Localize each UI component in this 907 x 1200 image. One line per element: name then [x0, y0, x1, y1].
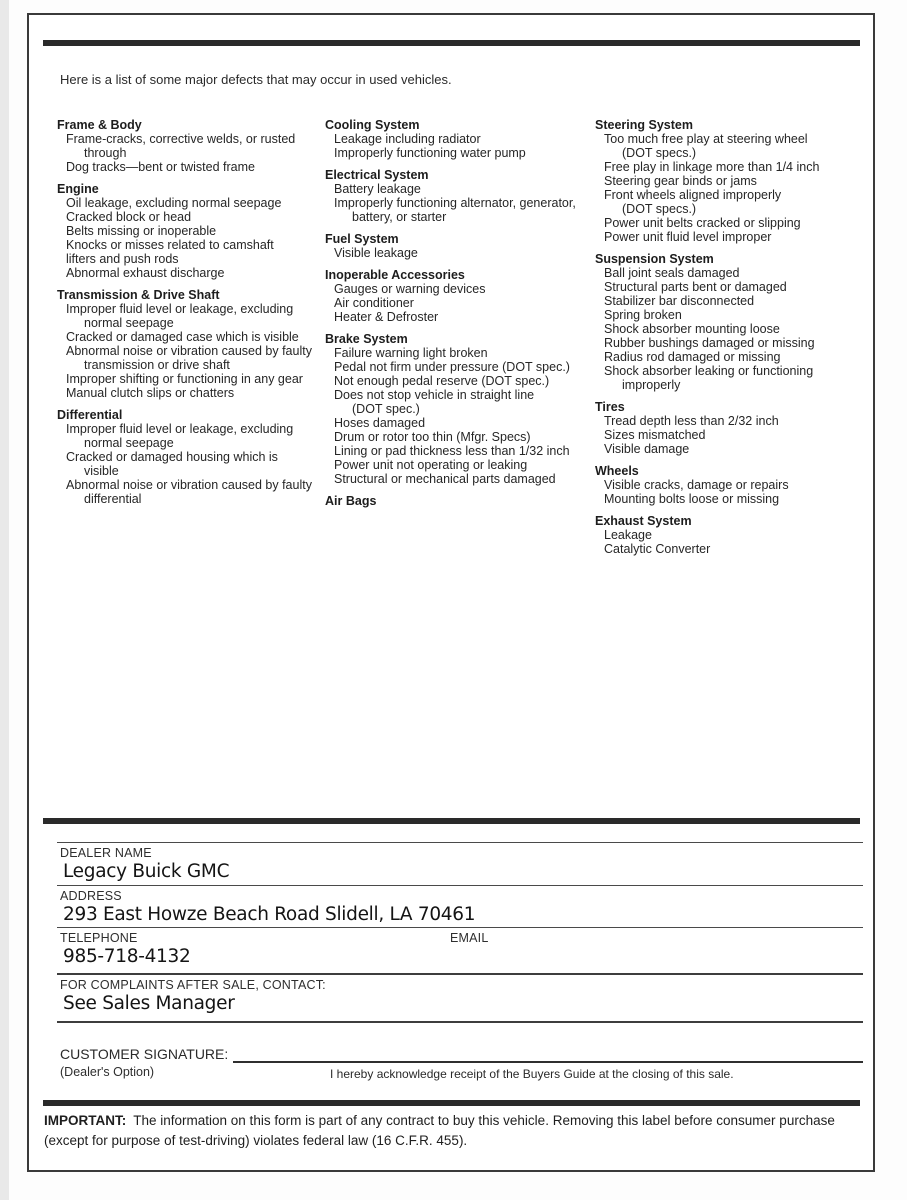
defect-section-title: Frame & Body [57, 118, 142, 132]
defect-item-line: improperly [622, 378, 681, 392]
defect-item-line: Abnormal noise or vibration caused by faulty [66, 478, 312, 492]
defect-item-line: Battery leakage [334, 182, 421, 196]
defect-item-line: Radius rod damaged or missing [604, 350, 781, 364]
dealer-name-row [57, 842, 863, 885]
address-row [57, 885, 863, 927]
defect-item-line: (DOT specs.) [622, 146, 697, 160]
defect-section-title: Transmission & Drive Shaft [57, 288, 220, 302]
telephone-label: TELEPHONE [60, 931, 138, 945]
defect-item-line: Frame-cracks, corrective welds, or rusted [66, 132, 296, 146]
defect-item-line: Not enough pedal reserve (DOT spec.) [334, 374, 550, 388]
acknowledgement-text: I hereby acknowledge receipt of the Buyers Guide at the closing of this sale. [330, 1067, 734, 1081]
defect-item-line: Cracked block or head [66, 210, 192, 224]
defect-item-line: normal seepage [84, 316, 174, 330]
defect-item-line: Cracked or damaged housing which is [66, 450, 278, 464]
defect-item-line: Front wheels aligned improperly [604, 188, 782, 202]
defect-item-line: Improper shifting or functioning in any gear [66, 372, 303, 386]
scan-edge-shadow [0, 0, 9, 1200]
defect-column [325, 118, 587, 508]
defect-item-line: Shock absorber mounting loose [604, 322, 780, 336]
defect-item-line: Dog tracks—bent or twisted frame [66, 160, 255, 174]
defect-item-line: Ball joint seals damaged [604, 266, 740, 280]
intro-text: Here is a list of some major defects that may occur in used vehicles. [60, 72, 452, 87]
defect-item-line: Cracked or damaged case which is visible [66, 330, 299, 344]
address-label: ADDRESS [60, 889, 122, 903]
defect-item-line: Lining or pad thickness less than 1/32 inch [334, 444, 570, 458]
defect-item-line: Drum or rotor too thin (Mfgr. Specs) [334, 430, 531, 444]
defect-item-line: Improperly functioning water pump [334, 146, 526, 160]
defect-column [57, 118, 319, 506]
customer-signature-section [29, 1043, 873, 1103]
defect-item-line: Power unit fluid level improper [604, 230, 772, 244]
defect-item-line: (DOT spec.) [352, 402, 420, 416]
defect-section-title: Differential [57, 408, 123, 422]
defect-item-line: Abnormal noise or vibration caused by faulty [66, 344, 312, 358]
defect-item-line: Improper fluid level or leakage, excluding [66, 422, 294, 436]
telephone-value: 985-718-4132 [63, 946, 191, 967]
defect-item-line: Heater & Defroster [334, 310, 439, 324]
address-value: 293 East Howze Beach Road Slidell, LA 70461 [63, 904, 476, 925]
dealers-option-note: (Dealer's Option) [60, 1065, 155, 1079]
important-label: IMPORTANT: [44, 1113, 127, 1128]
defect-item-line: Shock absorber leaking or functioning [604, 364, 814, 378]
important-text: The information on this form is part of any contract to buy this vehicle. Removing this label before consumer purchase (except for purpose of test-driving) violates federal law (16 C.F.R. 455). [44, 1113, 835, 1148]
defect-section-title: Air Bags [325, 494, 377, 508]
defect-item-line: Failure warning light broken [334, 346, 488, 360]
document-border-frame [27, 13, 875, 1172]
defect-section-title: Electrical System [325, 168, 429, 182]
defect-item-line: Free play in linkage more than 1/4 inch [604, 160, 820, 174]
customer-signature-label: CUSTOMER SIGNATURE: [60, 1046, 229, 1062]
complaints-contact-row [57, 973, 863, 1021]
defect-item-line: Spring broken [604, 308, 682, 322]
complaints-contact-value: See Sales Manager [63, 993, 235, 1014]
defect-item-line: Power unit belts cracked or slipping [604, 216, 801, 230]
defect-item-line: Steering gear binds or jams [604, 174, 757, 188]
email-label: EMAIL [450, 931, 489, 945]
defect-section-title: Tires [595, 400, 625, 414]
defect-item-line: Tread depth less than 2/32 inch [604, 414, 779, 428]
defect-item-line: through [84, 146, 127, 160]
defect-item-line: Structural or mechanical parts damaged [334, 472, 556, 486]
defect-item-line: Oil leakage, excluding normal seepage [66, 196, 282, 210]
defect-item-line: differential [84, 492, 142, 506]
defect-item-line: Sizes mismatched [604, 428, 706, 442]
defect-section-title: Exhaust System [595, 514, 692, 528]
defect-item-line: Mounting bolts loose or missing [604, 492, 780, 506]
defect-item-line: Pedal not firm under pressure (DOT spec.) [334, 360, 570, 374]
defect-item-line: Air conditioner [334, 296, 414, 310]
defect-section-title: Cooling System [325, 118, 420, 132]
defect-item-line: Abnormal exhaust discharge [66, 266, 225, 280]
defect-item-line: battery, or starter [352, 210, 447, 224]
defect-item-line: Structural parts bent or damaged [604, 280, 787, 294]
dealer-name-value: Legacy Buick GMC [63, 861, 230, 882]
defect-item-line: visible [84, 464, 119, 478]
bottom-divider-bar [43, 1100, 860, 1106]
defect-item-line: Visible damage [604, 442, 690, 456]
defect-item-line: Improperly functioning alternator, generator, [334, 196, 576, 210]
defect-item-line: Rubber bushings damaged or missing [604, 336, 815, 350]
defect-section-title: Engine [57, 182, 99, 196]
defect-item-line: Improper fluid level or leakage, excluding [66, 302, 294, 316]
defect-item-line: normal seepage [84, 436, 174, 450]
telephone-email-row [57, 927, 863, 973]
defect-item-line: Manual clutch slips or chatters [66, 386, 235, 400]
defect-item-line: Stabilizer bar disconnected [604, 294, 755, 308]
defect-section-title: Brake System [325, 332, 408, 346]
defect-item-line: Power unit not operating or leaking [334, 458, 528, 472]
complaints-contact-label: FOR COMPLAINTS AFTER SALE, CONTACT: [60, 978, 326, 992]
defect-item-line: (DOT specs.) [622, 202, 697, 216]
defect-item-line: lifters and push rods [66, 252, 179, 266]
defect-item-line: Does not stop vehicle in straight line [334, 388, 535, 402]
defect-section-title: Suspension System [595, 252, 714, 266]
signature-line [233, 1061, 863, 1063]
dealer-name-label: DEALER NAME [60, 846, 152, 860]
defect-item-line: Catalytic Converter [604, 542, 711, 556]
defect-column [595, 118, 857, 556]
defect-item-line: Leakage [604, 528, 652, 542]
defect-item-line: Hoses damaged [334, 416, 426, 430]
defect-item-line: Too much free play at steering wheel [604, 132, 808, 146]
defect-item-line: Visible cracks, damage or repairs [604, 478, 789, 492]
defect-item-line: Visible leakage [334, 246, 418, 260]
middle-divider-bar [43, 818, 860, 824]
defect-section-title: Fuel System [325, 232, 399, 246]
dealer-info-form [57, 842, 863, 1023]
defect-item-line: transmission or drive shaft [84, 358, 230, 372]
defect-section-title: Wheels [595, 464, 639, 478]
defect-item-line: Gauges or warning devices [334, 282, 486, 296]
defect-section-title: Steering System [595, 118, 693, 132]
defect-item-line: Leakage including radiator [334, 132, 481, 146]
defect-section-title: Inoperable Accessories [325, 268, 465, 282]
defect-item-line: Knocks or misses related to camshaft [66, 238, 274, 252]
top-divider-bar [43, 40, 860, 46]
important-notice [44, 1111, 856, 1151]
defect-item-line: Belts missing or inoperable [66, 224, 217, 238]
